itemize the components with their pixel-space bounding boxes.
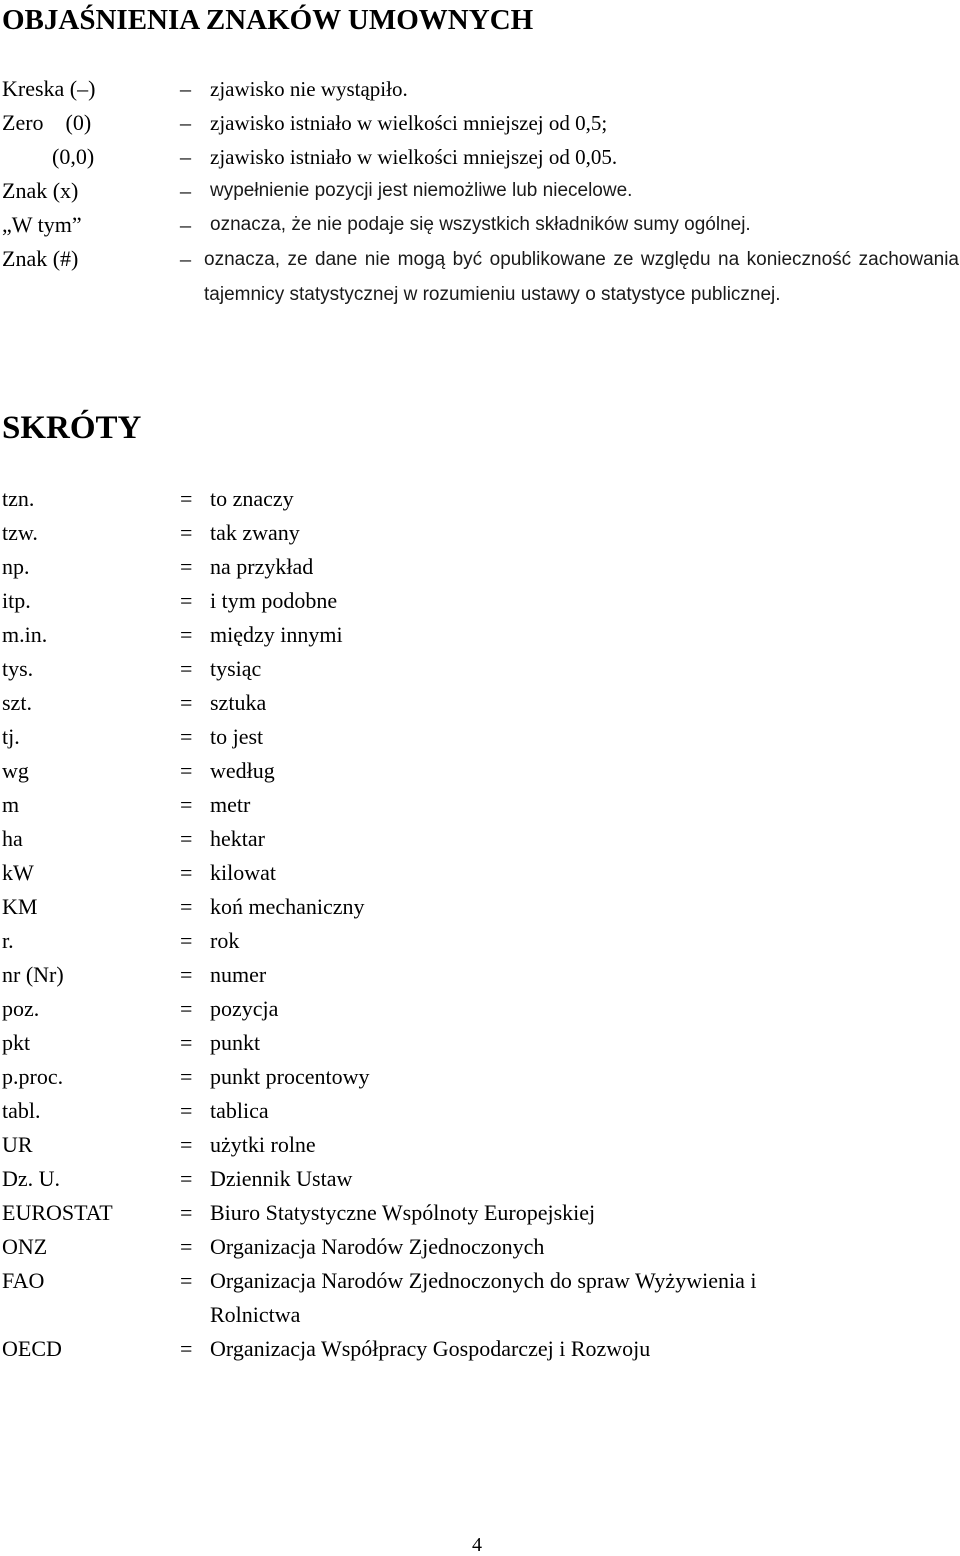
legend-row-w-tym (0, 208, 960, 242)
abbreviation-meaning: między innymi (210, 622, 343, 647)
equals-sign: = (180, 1200, 193, 1225)
equals-sign: = (180, 622, 193, 647)
abbreviation-row (0, 618, 960, 652)
abbreviation: OECD (2, 1336, 62, 1361)
legend-heading: OBJAŚNIENIA ZNAKÓW UMOWNYCH (2, 4, 534, 36)
abbreviation-row (0, 822, 960, 856)
equals-sign: = (180, 928, 193, 953)
abbreviation: np. (2, 554, 30, 579)
legend-symbol: „W tym” (2, 212, 82, 237)
abbreviation-row (0, 1128, 960, 1162)
abbreviation: tzw. (2, 520, 38, 545)
abbreviation-row (0, 584, 960, 618)
abbreviation: ha (2, 826, 23, 851)
abbreviation: m (2, 792, 20, 817)
legend-description: wypełnienie pozycji jest niemożliwe lub niecelowe. (210, 180, 633, 201)
abbreviation-row (0, 1332, 960, 1366)
abbreviation: tabl. (2, 1098, 41, 1123)
legend-dash: – (180, 76, 191, 101)
equals-sign: = (180, 1132, 193, 1157)
abbreviation-row (0, 686, 960, 720)
abbreviation-row (0, 992, 960, 1026)
abbreviation-row (0, 1230, 960, 1264)
abbreviation: pkt (2, 1030, 31, 1055)
equals-sign: = (180, 1064, 193, 1089)
abbreviation: tj. (2, 724, 20, 749)
abbreviation-row (0, 788, 960, 822)
abbreviation: EUROSTAT (2, 1200, 113, 1225)
abbreviation-row (0, 856, 960, 890)
abbreviation: p.proc. (2, 1064, 64, 1089)
abbreviation-meaning: użytki rolne (210, 1132, 316, 1157)
abbreviation: wg (2, 758, 29, 783)
abbreviation-meaning: numer (210, 962, 267, 987)
equals-sign: = (180, 690, 193, 715)
abbreviation-row (0, 652, 960, 686)
abbreviation-meaning: tak zwany (210, 520, 300, 545)
abbreviation-meaning: metr (210, 792, 251, 817)
abbreviation: tzn. (2, 486, 35, 511)
abbreviation-meaning: Biuro Statystyczne Wspólnoty Europejskiej (210, 1200, 596, 1225)
equals-sign: = (180, 792, 193, 817)
abbreviation-row (0, 754, 960, 788)
equals-sign: = (180, 1336, 193, 1361)
abbreviation-meaning: punkt procentowy (210, 1064, 370, 1089)
equals-sign: = (180, 962, 193, 987)
abbreviation-row (0, 720, 960, 754)
abbreviations-heading: SKRÓTY (2, 410, 142, 446)
abbreviation: itp. (2, 588, 31, 613)
abbreviation-meaning: Organizacja Narodów Zjednoczonych (210, 1234, 545, 1259)
legend-dash: – (180, 144, 191, 169)
abbreviation-row (0, 924, 960, 958)
legend-description: zjawisko nie wystąpiło. (210, 77, 408, 101)
legend-row-dash (0, 72, 960, 106)
equals-sign: = (180, 996, 193, 1021)
legend-symbol: Znak (x) (2, 178, 79, 203)
abbreviation-meaning: tablica (210, 1098, 269, 1123)
legend-row-zero (0, 106, 960, 140)
abbreviation-meaning: punkt (210, 1030, 261, 1055)
legend-dash: – (180, 110, 191, 135)
abbreviation-row (0, 550, 960, 584)
abbreviation-meaning: i tym podobne (210, 588, 338, 613)
legend-row-x (0, 174, 960, 208)
abbreviation-meaning: to jest (210, 724, 264, 749)
abbreviation: KM (2, 894, 38, 919)
equals-sign: = (180, 758, 193, 783)
abbreviation-meaning: hektar (210, 826, 265, 851)
legend-dash: – (180, 178, 191, 203)
equals-sign: = (180, 860, 193, 885)
abbreviation-meaning: według (210, 758, 275, 783)
abbreviation-meaning: na przykład (210, 554, 314, 579)
equals-sign: = (180, 588, 193, 613)
abbreviation-row (0, 958, 960, 992)
equals-sign: = (180, 554, 193, 579)
abbreviation-row (0, 1196, 960, 1230)
legend-symbol: Kreska (–) (2, 76, 96, 101)
equals-sign: = (180, 1268, 193, 1293)
legend-dash: – (180, 246, 191, 271)
equals-sign: = (180, 486, 193, 511)
legend-symbol: (0,0) (52, 144, 95, 169)
abbreviation-meaning: to znaczy (210, 486, 294, 511)
legend-dash: – (180, 212, 191, 237)
abbreviation-meaning: rok (210, 928, 240, 953)
abbreviation-row (0, 1094, 960, 1128)
abbreviation-row (0, 516, 960, 550)
equals-sign: = (180, 724, 193, 749)
equals-sign: = (180, 520, 193, 545)
equals-sign: = (180, 1030, 193, 1055)
abbreviation-meaning: pozycja (210, 996, 279, 1021)
abbreviation: Dz. U. (2, 1166, 61, 1191)
abbreviation-meaning: tysiąc (210, 656, 262, 681)
abbreviation-meaning: sztuka (210, 690, 267, 715)
abbreviation: poz. (2, 996, 40, 1021)
equals-sign: = (180, 826, 193, 851)
abbreviation: UR (2, 1132, 33, 1157)
legend-symbol: Zero (0) (2, 110, 92, 135)
equals-sign: = (180, 656, 193, 681)
legend-description: zjawisko istniało w wielkości mniejszej od 0,5; (210, 111, 608, 135)
abbreviation: kW (2, 860, 34, 885)
abbreviation-meaning: koń mechaniczny (210, 894, 365, 919)
equals-sign: = (180, 894, 193, 919)
abbreviation-meaning: Organizacja Współpracy Gospodarczej i Rozwoju (210, 1336, 651, 1361)
abbreviation: nr (Nr) (2, 962, 64, 987)
abbreviation-meaning: Organizacja Narodów Zjednoczonych do spraw Wyżywienia i Rolnictwa (210, 1268, 757, 1327)
abbreviation-row (0, 1060, 960, 1094)
abbreviation: m.in. (2, 622, 48, 647)
legend-row-zero-decimal (0, 140, 960, 174)
abbreviation-row (0, 1026, 960, 1060)
abbreviation: tys. (2, 656, 34, 681)
legend-row-hash (0, 242, 960, 352)
abbreviation-meaning: kilowat (210, 860, 276, 885)
equals-sign: = (180, 1098, 193, 1123)
page-number: 4 (472, 1534, 482, 1556)
legend-description: zjawisko istniało w wielkości mniejszej od 0,05. (210, 145, 618, 169)
legend-description (204, 242, 959, 312)
abbreviation-row (0, 482, 960, 516)
equals-sign: = (180, 1166, 193, 1191)
legend-description-text: oznacza, ze dane nie mogą być opublikowane ze względu na konieczność zachowania tajemnicy statystycznej w rozumieniu ustawy o statystyce publicznej. (204, 249, 959, 305)
legend-symbol: Znak (#) (2, 246, 79, 271)
equals-sign: = (180, 1234, 193, 1259)
abbreviation: ONZ (2, 1234, 48, 1259)
legend-description: oznacza, że nie podaje się wszystkich składników sumy ogólnej. (210, 214, 751, 235)
abbreviation: FAO (2, 1268, 45, 1293)
abbreviation-row (0, 1264, 960, 1332)
abbreviation-row (0, 1162, 960, 1196)
abbreviation: r. (2, 928, 14, 953)
abbreviation: szt. (2, 690, 32, 715)
abbreviation-row (0, 890, 960, 924)
abbreviation-meaning: Dziennik Ustaw (210, 1166, 353, 1191)
